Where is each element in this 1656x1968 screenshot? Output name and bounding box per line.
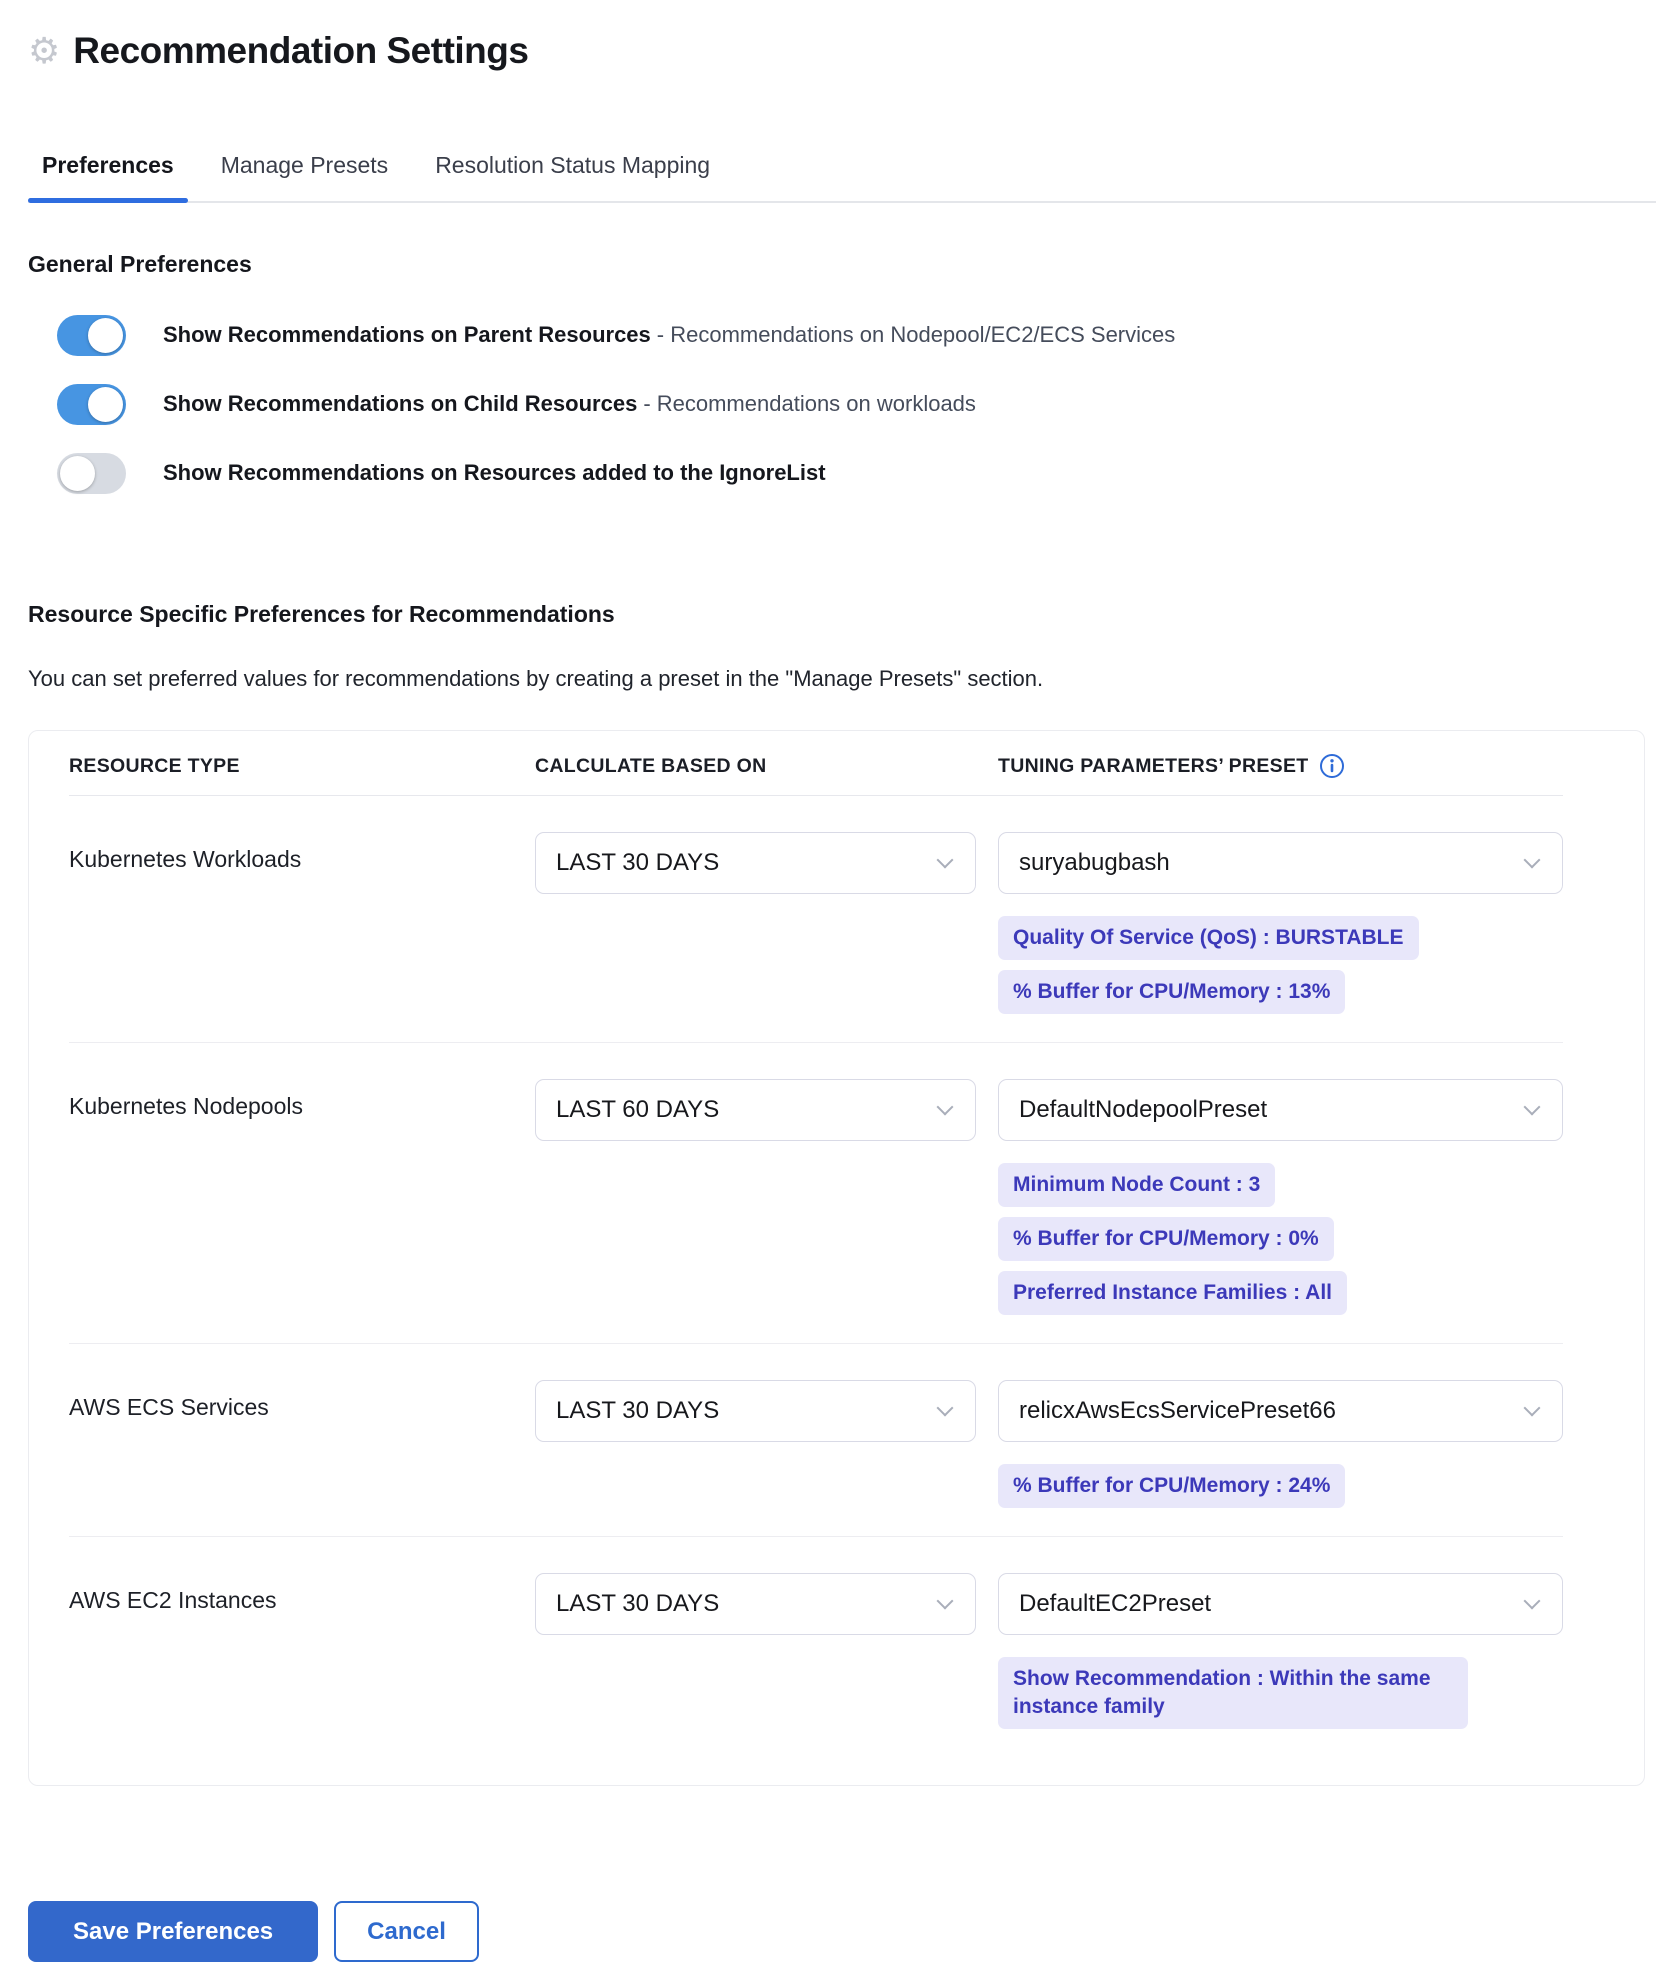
column-header-calculate-based-on: CALCULATE BASED ON [535, 755, 767, 777]
resource-type-label: AWS EC2 Instances [69, 1587, 277, 1613]
resource-preferences-heading: Resource Specific Preferences for Recommendations [28, 601, 615, 627]
toggle-label: Show Recommendations on Resources added to the IgnoreList [163, 460, 826, 485]
tuning-parameter-chips [998, 1163, 1563, 1315]
tab-manage-presets[interactable]: Manage Presets [220, 152, 389, 178]
preset-cell [998, 832, 1563, 1014]
selected-value: DefaultEC2Preset [1019, 1590, 1212, 1617]
preset-select[interactable] [998, 832, 1563, 894]
chevron-down-icon [937, 1400, 954, 1417]
toggle-switch[interactable] [57, 453, 126, 494]
chevron-down-icon [1524, 1099, 1541, 1116]
page-title: Recommendation Settings [73, 30, 529, 71]
toggle-description: - Recommendations on workloads [643, 391, 976, 416]
preset-cell [998, 1380, 1563, 1508]
toggle-knob [88, 387, 123, 422]
chevron-down-icon [1524, 852, 1541, 869]
calculate-based-on-select[interactable] [535, 1380, 976, 1442]
preset-cell [998, 1573, 1563, 1729]
selected-value: LAST 30 DAYS [556, 1397, 720, 1424]
selected-value: LAST 30 DAYS [556, 1590, 720, 1617]
tuning-parameter-chip: % Buffer for CPU/Memory : 13% [998, 970, 1345, 1014]
resource-type-cell [69, 1380, 535, 1508]
calculate-based-on-cell [535, 1573, 998, 1729]
calculate-based-on-select[interactable] [535, 1573, 976, 1635]
toggle-text [163, 458, 832, 488]
toggle-row-0 [57, 314, 1656, 356]
chevron-down-icon [1524, 1593, 1541, 1610]
selected-value: LAST 30 DAYS [556, 849, 720, 876]
toggle-row-2 [57, 452, 1656, 494]
resource-type-cell [69, 1079, 535, 1315]
table-row [69, 1042, 1563, 1343]
toggle-row-1 [57, 383, 1656, 425]
table-row [69, 1536, 1563, 1757]
resource-type-label: Kubernetes Workloads [69, 846, 302, 872]
general-preferences-toggles [57, 314, 1656, 494]
selected-value: suryabugbash [1019, 849, 1170, 876]
selected-value: LAST 60 DAYS [556, 1096, 720, 1123]
selected-value: relicxAwsEcsServicePreset66 [1019, 1397, 1337, 1424]
toggle-label: Show Recommendations on Parent Resources [163, 322, 651, 347]
tuning-parameter-chips [998, 916, 1563, 1014]
table-row [69, 1343, 1563, 1536]
resource-type-cell [69, 1573, 535, 1729]
calculate-based-on-cell [535, 1079, 998, 1315]
toggle-switch[interactable] [57, 315, 126, 356]
tuning-parameter-chip: Quality Of Service (QoS) : BURSTABLE [998, 916, 1419, 960]
tuning-parameter-chips [998, 1464, 1563, 1508]
column-header-resource-type: RESOURCE TYPE [69, 755, 240, 777]
table-header-row [69, 753, 1563, 796]
settings-gear-icon: ⚙ [28, 30, 61, 71]
tuning-parameter-chips [998, 1657, 1563, 1729]
cancel-button[interactable]: Cancel [334, 1901, 479, 1962]
preset-select[interactable] [998, 1573, 1563, 1635]
tuning-parameter-chip: % Buffer for CPU/Memory : 0% [998, 1217, 1334, 1261]
chevron-down-icon [937, 1593, 954, 1610]
selected-value: DefaultNodepoolPreset [1019, 1096, 1268, 1123]
calculate-based-on-select[interactable] [535, 1079, 976, 1141]
chevron-down-icon [937, 852, 954, 869]
toggle-label: Show Recommendations on Child Resources [163, 391, 638, 416]
resource-type-label: Kubernetes Nodepools [69, 1093, 303, 1119]
tab-resolution-status-mapping[interactable]: Resolution Status Mapping [435, 152, 711, 178]
tuning-parameter-chip: Minimum Node Count : 3 [998, 1163, 1275, 1207]
column-header-label: TUNING PARAMETERS’ PRESET [998, 755, 1309, 777]
tab-bar [28, 152, 1656, 203]
preset-select[interactable] [998, 1380, 1563, 1442]
resource-type-cell [69, 832, 535, 1014]
resource-type-label: AWS ECS Services [69, 1394, 269, 1420]
tuning-parameter-chip: % Buffer for CPU/Memory : 24% [998, 1464, 1345, 1508]
tuning-parameter-chip: Preferred Instance Families : All [998, 1271, 1347, 1315]
info-icon[interactable] [1319, 753, 1345, 779]
action-buttons [28, 1901, 1656, 1962]
tab-preferences[interactable]: Preferences [28, 152, 188, 201]
save-preferences-button[interactable]: Save Preferences [28, 1901, 318, 1962]
toggle-knob [88, 318, 123, 353]
resource-preferences-table [28, 730, 1645, 1786]
toggle-description: - Recommendations on Nodepool/EC2/ECS Services [656, 322, 1176, 347]
chevron-down-icon [1524, 1400, 1541, 1417]
calculate-based-on-cell [535, 832, 998, 1014]
toggle-text [163, 320, 1175, 350]
preset-cell [998, 1079, 1563, 1315]
column-header-tuning-parameters-preset [998, 753, 1563, 779]
table-row [69, 796, 1563, 1042]
general-preferences-heading: General Preferences [28, 251, 252, 277]
preset-select[interactable] [998, 1079, 1563, 1141]
table-body [69, 796, 1644, 1757]
tuning-parameter-chip: Show Recommendation : Within the same instance family [998, 1657, 1468, 1729]
toggle-switch[interactable] [57, 384, 126, 425]
page-header [28, 30, 1656, 72]
calculate-based-on-cell [535, 1380, 998, 1508]
resource-preferences-note: You can set preferred values for recommendations by creating a preset in the "Manage Presets" section. [28, 666, 1044, 691]
chevron-down-icon [937, 1099, 954, 1116]
toggle-text [163, 389, 976, 419]
calculate-based-on-select[interactable] [535, 832, 976, 894]
toggle-knob [60, 456, 95, 491]
